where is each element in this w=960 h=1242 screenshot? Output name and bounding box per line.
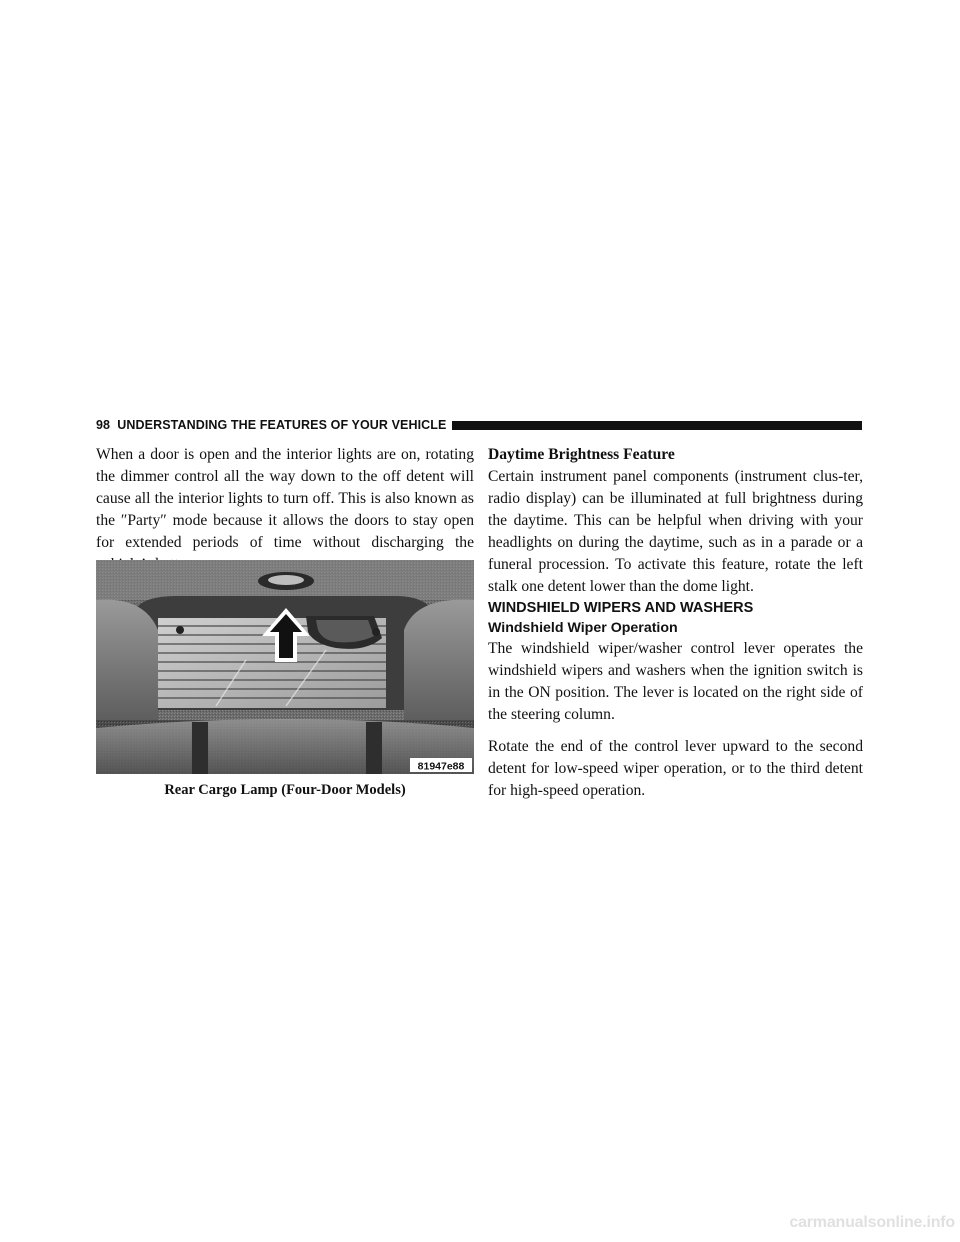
wipers-washers-heading: WINDSHIELD WIPERS AND WASHERS <box>488 600 754 616</box>
rear-cargo-lamp-illustration <box>96 560 474 774</box>
page-header <box>96 417 862 433</box>
party-mode-paragraph: When a door is open and the interior lights are on, rotating the dimmer control all the way down to the off detent will cause all the interior lights to turn off. This is also known as the ″Party″ mode because it allows the doors to stay open for extended periods of time without discharging the <box>96 446 474 551</box>
rear-cargo-lamp-figure <box>96 560 474 774</box>
section-title: UNDERSTANDING THE FEATURES OF YOUR VEHICLE <box>117 418 447 432</box>
daytime-brightness-paragraph: Certain instrument panel components (instrument clus-ter, radio display) can be illuminated at full brightness during the daytime. This can be helpful when driving with your headlights on during the daytime, such as in a parade or a funeral procession. To activate this feature, rotate the left stalk one detent lower than the dome light. <box>488 468 863 595</box>
right-column <box>488 444 863 802</box>
wiper-operation-paragraph-2: Rotate the end of the control lever upward to the second detent for low-speed wiper operation, or to the third detent for high-speed operation. <box>488 738 863 799</box>
daytime-brightness-heading: Daytime Brightness Feature <box>488 446 675 463</box>
left-column <box>96 444 474 576</box>
image-code: 81947e88 <box>417 760 465 773</box>
wiper-operation-paragraph-1: The windshield wiper/washer control lever operates the windshield wipers and washers when the ignition switch is in the ON position. The lever is located on the right side of the steering column. <box>488 640 863 723</box>
figure-caption: Rear Cargo Lamp (Four-Door Models) <box>164 782 406 798</box>
site-watermark: carmanualsonline.info <box>789 1214 955 1231</box>
page-header-text <box>96 418 446 432</box>
page-number: 98 <box>96 418 111 432</box>
wiper-operation-heading: Windshield Wiper Operation <box>488 620 678 636</box>
header-rule <box>452 421 862 430</box>
